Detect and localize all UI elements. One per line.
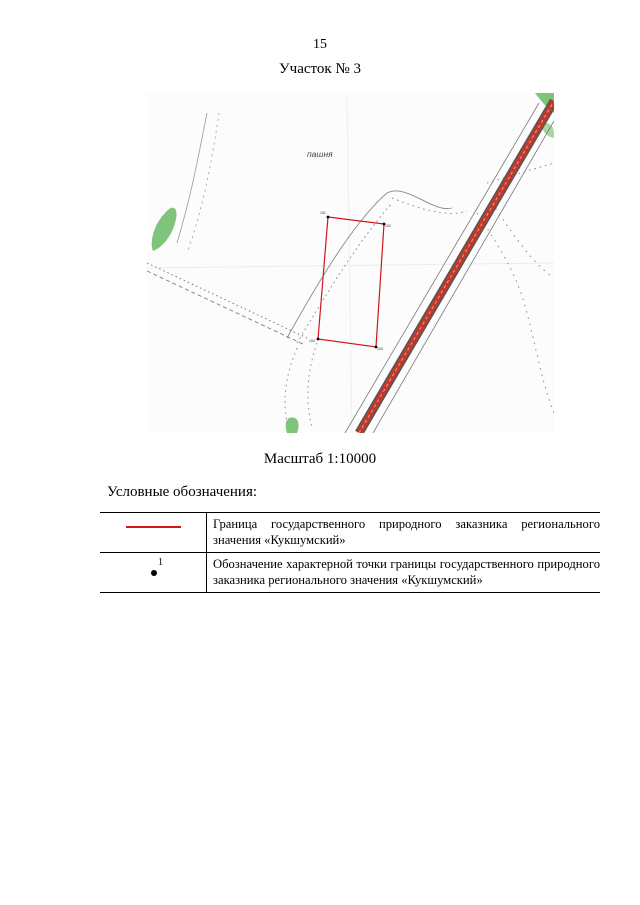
point-marker-symbol xyxy=(151,557,163,576)
legend-description: Обозначение характерной точки границы государственного природного заказника регионального значения «Кукшумский» xyxy=(207,553,601,593)
legend-row xyxy=(100,553,600,593)
map-scale-label: Масштаб 1:10000 xyxy=(263,451,377,467)
field-label: пашня xyxy=(307,149,333,159)
legend-row xyxy=(100,513,600,553)
point-label: 104 xyxy=(309,339,315,343)
legend-symbol-cell xyxy=(100,553,207,593)
point-marker-number: 1 xyxy=(158,557,163,568)
point-label: 103 xyxy=(377,347,383,351)
point-label: 101 xyxy=(320,211,326,215)
page-number: 15 xyxy=(313,37,327,52)
point-label: 102 xyxy=(385,224,391,228)
legend-table xyxy=(100,512,600,593)
section-title: Участок № 3 xyxy=(279,61,361,77)
legend-symbol-cell xyxy=(100,513,207,553)
legend-description: Граница государственного природного заказника регионального значения «Кукшумский» xyxy=(207,513,601,553)
forest-patch-icon xyxy=(286,417,299,433)
point-dot-icon xyxy=(151,570,157,576)
map-image xyxy=(147,93,554,433)
red-boundary-line-icon xyxy=(126,526,181,528)
legend-title: Условные обозначения: xyxy=(107,484,258,500)
